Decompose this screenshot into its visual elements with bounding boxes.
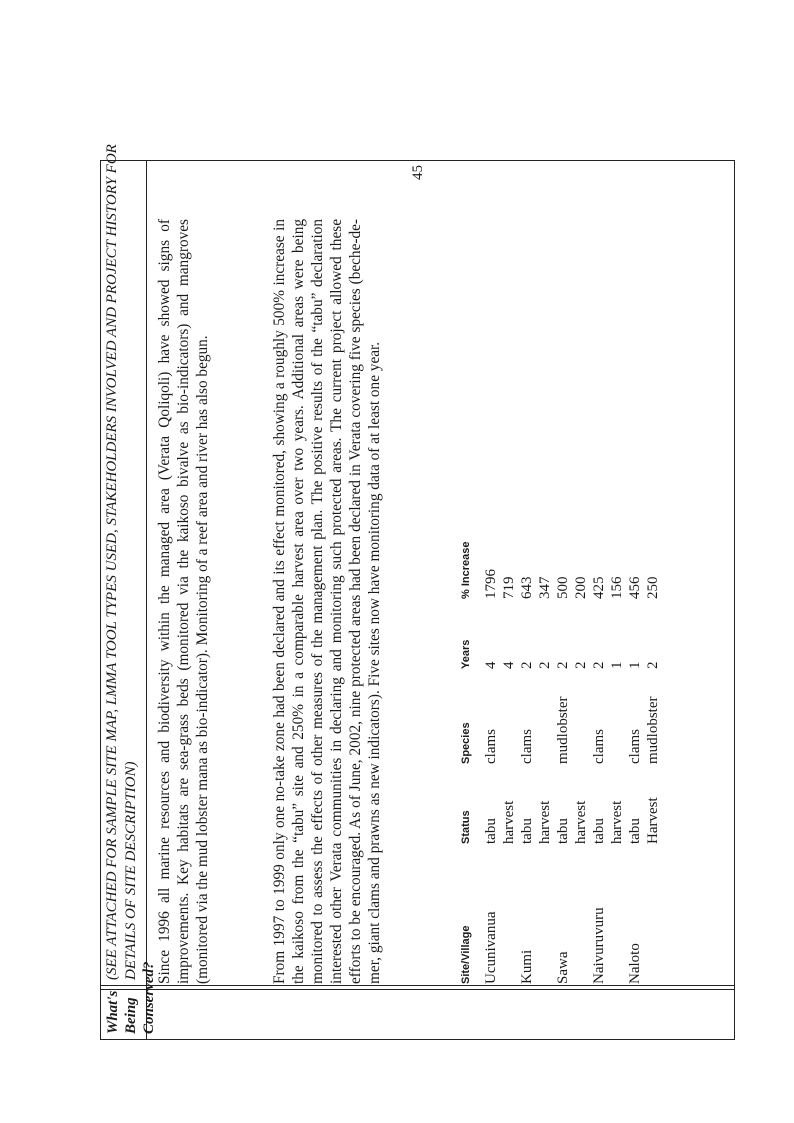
cell-species: clams xyxy=(483,729,499,764)
table-row xyxy=(644,519,662,984)
cell-increase: 250 xyxy=(645,576,661,599)
cell-species: mudlobster xyxy=(645,696,661,764)
cell-site: Ucunivanua xyxy=(483,911,499,984)
table-row xyxy=(482,519,500,984)
cell-years: 1 xyxy=(627,661,643,669)
col-header-species: Species xyxy=(460,722,472,764)
cell-increase: 425 xyxy=(591,576,607,599)
cell-species xyxy=(500,669,518,764)
cell-site: Kumi xyxy=(519,949,535,984)
col-header-increase: % Increase xyxy=(460,541,472,599)
cell-species: clams xyxy=(591,729,607,764)
cell-status: tabu xyxy=(591,818,607,844)
cell-species xyxy=(536,669,554,764)
cell-site xyxy=(536,844,554,984)
cell-site: Sawa xyxy=(555,951,571,984)
cell-increase: 200 xyxy=(573,576,589,599)
cell-years: 2 xyxy=(537,661,553,669)
rotated-page xyxy=(100,144,735,1040)
paragraph-1: Since 1996 all marine resources and biodiversity within the managed area (Verata Qoliqoli) have showed signs of improvements. Key habitats are sea-grass beds (monitored via the kaikoso bivalve as bio-indicators) and mangroves (monitored via the mud lobster mana as bio-indicator). Monitoring of a reef area and river has also begun. xyxy=(156,219,211,984)
cell-increase: 719 xyxy=(501,576,517,599)
cell-years: 2 xyxy=(591,661,607,669)
monitoring-table xyxy=(460,519,662,984)
table-row xyxy=(500,519,518,984)
cell-species: clams xyxy=(519,729,535,764)
cell-site xyxy=(644,844,662,984)
cell-years: 4 xyxy=(483,661,499,669)
col-header-years: Years xyxy=(460,639,472,669)
table-row xyxy=(536,519,554,984)
cell-years: 4 xyxy=(501,661,517,669)
table-row xyxy=(626,519,644,984)
cell-years: 2 xyxy=(519,661,535,669)
table-row xyxy=(572,519,590,984)
table-row xyxy=(554,519,572,984)
header-note: (SEE ATTACHED FOR SAMPLE SITE MAP, LMMA TOOL TYPES USED, STAKEHOLDERS INVOLVED AND PROJECT HISTORY FOR DETAILS OF SITE DESCRIPTION) xyxy=(104,144,139,980)
cell-status: harvest xyxy=(537,800,553,844)
paragraph-2: From 1997 to 1999 only one no-take zone had been declared and its effect monitored, showing a roughly 500% increase in the kaikoso from the “tabu” site and 250% in a comparable harvest area over two years. Additional areas were being monitored to assess the effects of other measures of the management plan. The positive results of the “tabu” declaration interested other Verata communities in declaring and monitoring such protected areas. The current project allowed these efforts to be encouraged. As of June, 2002, nine protected areas had been declared in Verata covering five species (beche-de-mer, giant clams and prawns as new indicators). Five sites now have monitoring data of at least one year. xyxy=(271,219,383,984)
cell-site: Naloto xyxy=(627,943,643,984)
table-header-row xyxy=(460,519,482,984)
col-header-status: Status xyxy=(460,810,472,844)
cell-species: mudlobster xyxy=(555,696,571,764)
table-row xyxy=(590,519,608,984)
cell-status: tabu xyxy=(627,818,643,844)
section-label: What's Being Conserved? xyxy=(105,961,157,1034)
cell-species xyxy=(608,669,626,764)
cell-increase: 643 xyxy=(519,576,535,599)
cell-species: clams xyxy=(627,729,643,764)
cell-increase: 456 xyxy=(627,576,643,599)
cell-years: 2 xyxy=(645,661,661,669)
cell-increase: 500 xyxy=(555,576,571,599)
table-row xyxy=(608,519,626,984)
cell-status: harvest xyxy=(609,800,625,844)
cell-increase: 156 xyxy=(609,576,625,599)
column-divider-double xyxy=(100,985,735,986)
cell-species xyxy=(572,669,590,764)
cell-increase: 1796 xyxy=(483,569,499,599)
cell-years: 2 xyxy=(555,661,571,669)
cell-status: tabu xyxy=(483,818,499,844)
cell-years: 2 xyxy=(573,661,589,669)
cell-site xyxy=(500,844,518,984)
col-header-site: Site/Village xyxy=(460,925,472,984)
cell-status: tabu xyxy=(555,818,571,844)
header-divider xyxy=(146,160,147,1040)
table-row xyxy=(518,519,536,984)
cell-years: 1 xyxy=(609,661,625,669)
cell-status: harvest xyxy=(573,800,589,844)
cell-site xyxy=(572,844,590,984)
column-divider xyxy=(100,989,735,990)
page-number: 45 xyxy=(410,165,426,180)
cell-status: harvest xyxy=(501,800,517,844)
cell-site: Naivuruvuru xyxy=(591,907,607,984)
cell-status: Harvest xyxy=(645,797,661,844)
cell-status: tabu xyxy=(519,818,535,844)
cell-increase: 347 xyxy=(537,576,553,599)
cell-site xyxy=(608,844,626,984)
